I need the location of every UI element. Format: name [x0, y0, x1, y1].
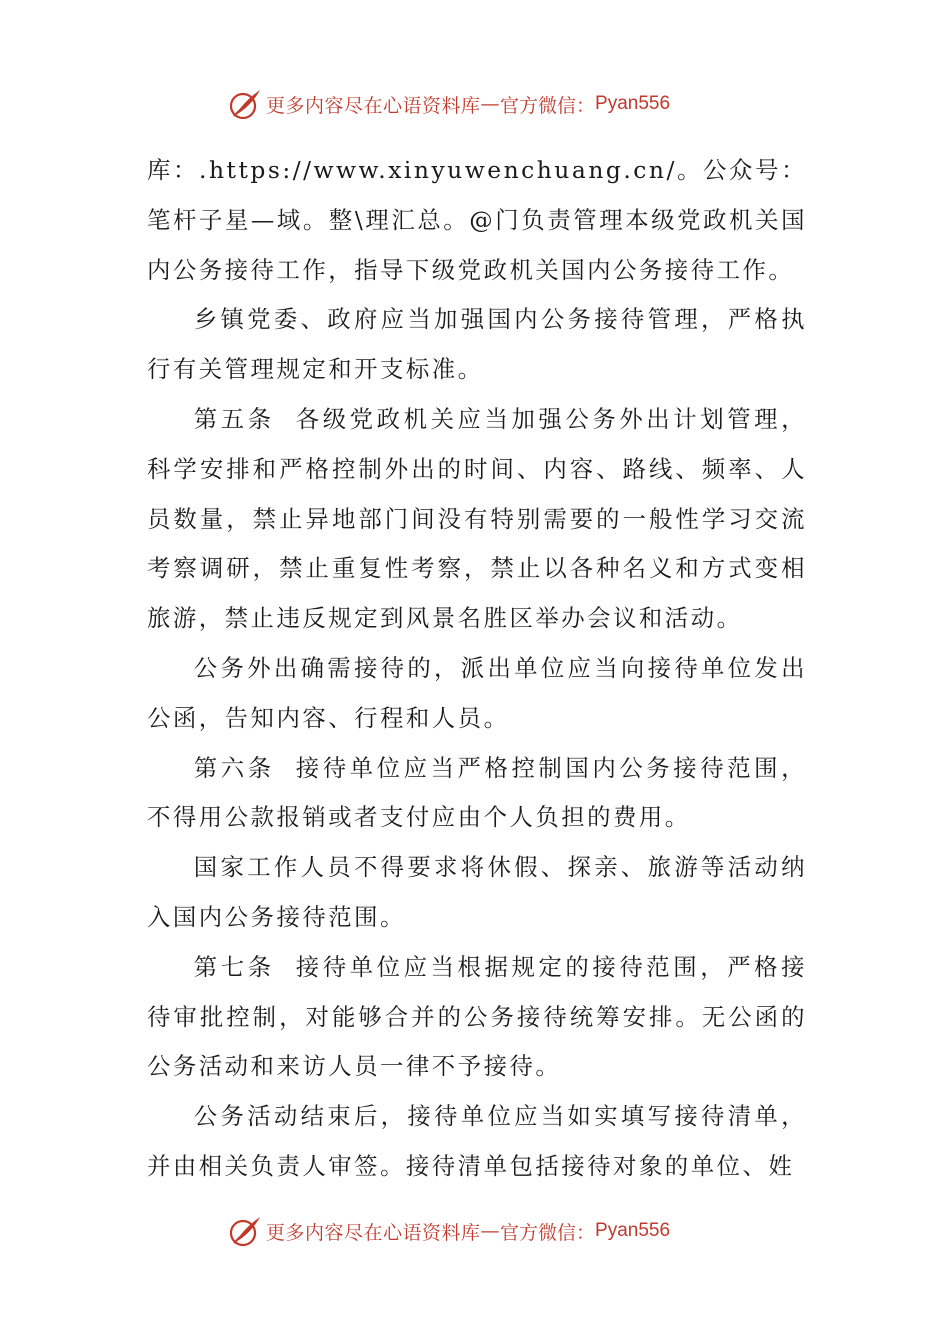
paragraph-text: 公务外出确需接待的，派出单位应当向接待单位发出公函，告知内容、行程和人员。 — [147, 653, 807, 732]
paragraph-text: 各级党政机关应当加强公务外出计划管理，科学安排和严格控制外出的时间、内容、路线、频率、人员数量，禁止异地部门间没有特别需要的一般性学习交流考察调研，禁止重复性考察，禁止以各种名义和方式变相旅游，禁止违反规定到风景名胜区举办会议和活动。 — [147, 404, 808, 633]
paragraph — [147, 843, 807, 943]
paragraph — [147, 395, 807, 644]
paragraph-text: 乡镇党委、政府应当加强国内公务接待管理，严格执行有关管理规定和开支标准。 — [147, 305, 807, 384]
banner-title: 更多内容尽在心语资料库 — [266, 1221, 481, 1244]
paragraph — [147, 644, 807, 744]
header-banner — [228, 84, 788, 124]
banner-contact-id: Pyan556 — [595, 93, 671, 114]
banner-dash: — — [480, 93, 501, 115]
paragraph-text: 接待单位应当根据规定的接待范围，严格接待审批控制，对能够合并的公务接待统筹安排。无公函的公务活动和来访人员一律不予接待。 — [147, 952, 808, 1081]
paragraph-text: 接待单位应当严格控制国内公务接待范围，不得用公款报销或者支付应由个人负担的费用。 — [147, 753, 808, 832]
paragraph — [147, 744, 807, 844]
banner-contact-id: Pyan556 — [595, 1220, 671, 1241]
banner-contact-label: 官方微信： — [500, 1221, 596, 1244]
quill-logo-icon — [228, 1214, 262, 1248]
article-number: 第五条 — [193, 404, 275, 433]
footer-banner — [228, 1211, 788, 1251]
banner-title: 更多内容尽在心语资料库 — [266, 94, 481, 117]
paragraph-text: 公务活动结束后，接待单位应当如实填写接待清单，并由相关负责人审签。接待清单包括接待对象的单位、姓 — [147, 1102, 807, 1180]
document-body — [147, 146, 807, 1192]
banner-contact-label: 官方微信： — [500, 94, 596, 117]
banner-dash: — — [480, 1220, 501, 1242]
paragraph-text: 库：.https://www.xinyuwenchuang.cn/。公众号：笔杆子星—域。整\理汇总。@门负责管理本级党政机关国内公务接待工作，指导下级党政机关国内公务接待工作。 — [147, 156, 807, 284]
paragraph — [147, 943, 807, 1092]
article-number: 第七条 — [193, 952, 275, 981]
paragraph-text: 国家工作人员不得要求将休假、探亲、旅游等活动纳入国内公务接待范围。 — [147, 853, 807, 931]
paragraph — [147, 295, 807, 395]
article-number: 第六条 — [193, 753, 275, 782]
quill-logo-icon — [228, 87, 262, 121]
paragraph — [147, 1092, 807, 1192]
paragraph — [147, 146, 807, 295]
